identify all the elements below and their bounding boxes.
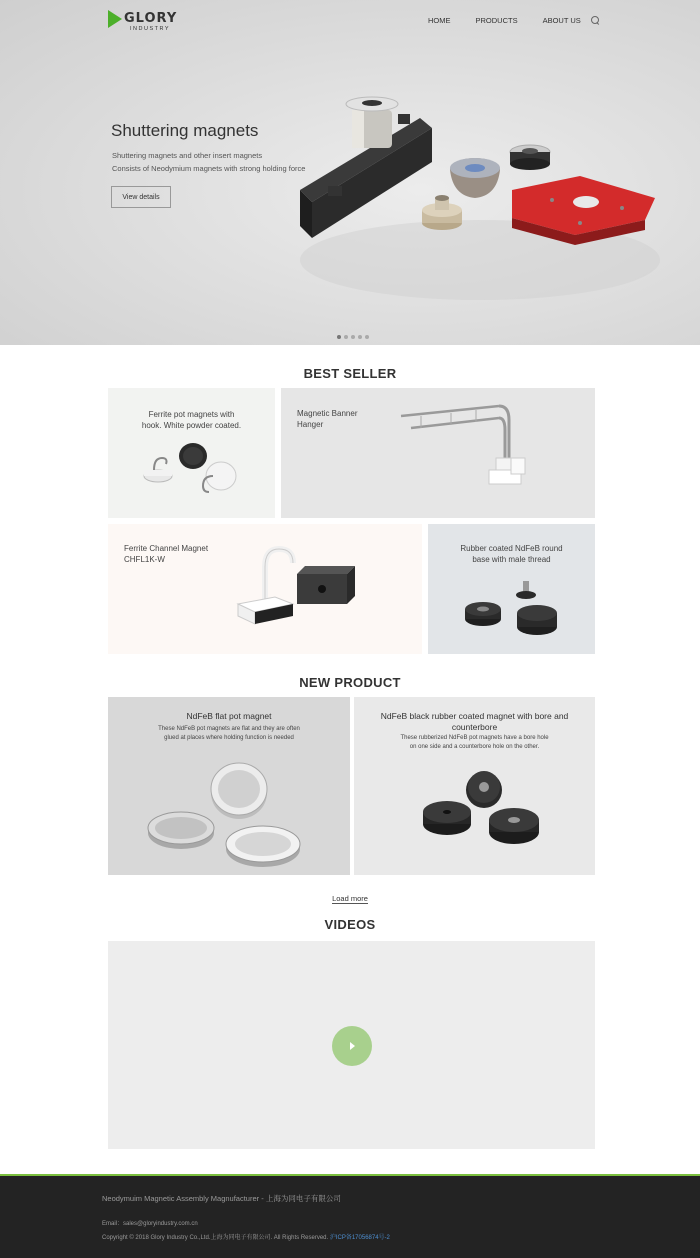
- best-seller-card-ferrite-pot[interactable]: [108, 388, 275, 518]
- card-label: [428, 543, 595, 565]
- logo-word: GLORY: [124, 11, 178, 26]
- card-label-line1: Magnetic Banner: [297, 409, 358, 418]
- best-seller-card-rubber-coated[interactable]: [428, 524, 595, 654]
- view-details-button[interactable]: View details: [111, 186, 171, 208]
- logo-triangle-icon: [108, 10, 122, 28]
- new-product-card-rubber-bore[interactable]: [354, 697, 595, 875]
- site-footer: [0, 1174, 700, 1258]
- best-seller-heading: BEST SELLER: [303, 366, 397, 381]
- new-product-card-flat-pot[interactable]: [108, 697, 350, 875]
- card-label-line2: CHFL1K-W: [124, 555, 165, 564]
- card-label-line1: Rubber coated NdFeB round: [460, 544, 563, 553]
- channel-magnet-image: [233, 542, 363, 647]
- card-label-line2: hook. White powder coated.: [141, 421, 242, 430]
- np-title-line1: NdFeB black rubber coated magnet with bore and: [380, 711, 569, 721]
- card-label: [124, 543, 208, 565]
- load-more-link[interactable]: Load more: [332, 894, 368, 903]
- slider-dot-5[interactable]: [365, 335, 369, 339]
- card-label-line1: Ferrite Channel Magnet: [124, 544, 209, 553]
- video-player[interactable]: [108, 941, 595, 1149]
- rubber-bore-magnet-image: [409, 762, 544, 862]
- nav-home[interactable]: HOME: [428, 16, 451, 25]
- nav-products[interactable]: PRODUCTS: [475, 16, 518, 25]
- play-icon[interactable]: [332, 1026, 372, 1066]
- slider-dot-2[interactable]: [344, 335, 348, 339]
- site-logo[interactable]: [108, 10, 177, 33]
- np-desc-line2: on one side and a counterbore hole on the other.: [409, 744, 540, 750]
- nav-about-us[interactable]: ABOUT US: [542, 16, 581, 25]
- card-label-line2: base with male thread: [472, 555, 551, 564]
- ferrite-pot-hook-image: [133, 438, 253, 508]
- footer-copyright-text: Copyright © 2018 Glory Industry Co.,Ltd.上海为同电子有限公司. All Rights Reserved.: [102, 1235, 329, 1241]
- card-label: [297, 408, 357, 430]
- new-product-title: [354, 711, 595, 733]
- logo-sub: INDUSTRY: [130, 26, 171, 32]
- main-nav: [428, 16, 600, 25]
- hero-magnets-image: [290, 90, 670, 320]
- slider-dots: [337, 335, 372, 339]
- slider-dot-1[interactable]: [337, 335, 341, 339]
- np-title-line2: counterbore: [451, 722, 498, 732]
- np-desc-line2: glued at places where holding function is needed: [164, 735, 294, 741]
- banner-hanger-image: [391, 398, 551, 513]
- new-product-description: [354, 734, 595, 752]
- hero-title: Shuttering magnets: [111, 121, 259, 140]
- footer-icp-link[interactable]: 沪ICP备17056874号-2: [329, 1235, 390, 1241]
- hero-banner: [0, 0, 700, 345]
- new-product-heading: NEW PRODUCT: [299, 675, 401, 690]
- np-desc-line1: These NdFeB pot magnets are flat and they are often: [158, 726, 300, 732]
- hero-desc-line1: Shuttering magnets and other insert magnets: [112, 151, 263, 160]
- hero-desc-line2: Consists of Neodymium magnets with strong holding force: [112, 164, 306, 173]
- card-label-line2: Hanger: [297, 420, 324, 429]
- hero-description: [112, 149, 305, 175]
- slider-dot-4[interactable]: [358, 335, 362, 339]
- new-product-title: NdFeB flat pot magnet: [186, 711, 272, 721]
- slider-dot-3[interactable]: [351, 335, 355, 339]
- flat-pot-magnet-image: [143, 757, 323, 872]
- card-label: [108, 409, 275, 431]
- np-desc-line1: These rubberized NdFeB pot magnets have a bore hole: [400, 735, 549, 741]
- footer-email[interactable]: Email：sales@gloryindustry.com.cn: [102, 1221, 198, 1227]
- card-label-line1: Ferrite pot magnets with: [148, 410, 235, 419]
- rubber-coated-magnet-image: [453, 579, 578, 639]
- footer-company: Neodymuim Magnetic Assembly Magnufacturer - 上海为同电子有限公司: [102, 1194, 341, 1203]
- best-seller-card-channel-magnet[interactable]: [108, 524, 422, 654]
- videos-heading: VIDEOS: [324, 917, 376, 932]
- new-product-description: [108, 725, 350, 743]
- load-more-wrap: [0, 888, 700, 906]
- search-icon[interactable]: [591, 16, 600, 25]
- footer-copyright: [102, 1232, 390, 1241]
- best-seller-card-banner-hanger[interactable]: [281, 388, 595, 518]
